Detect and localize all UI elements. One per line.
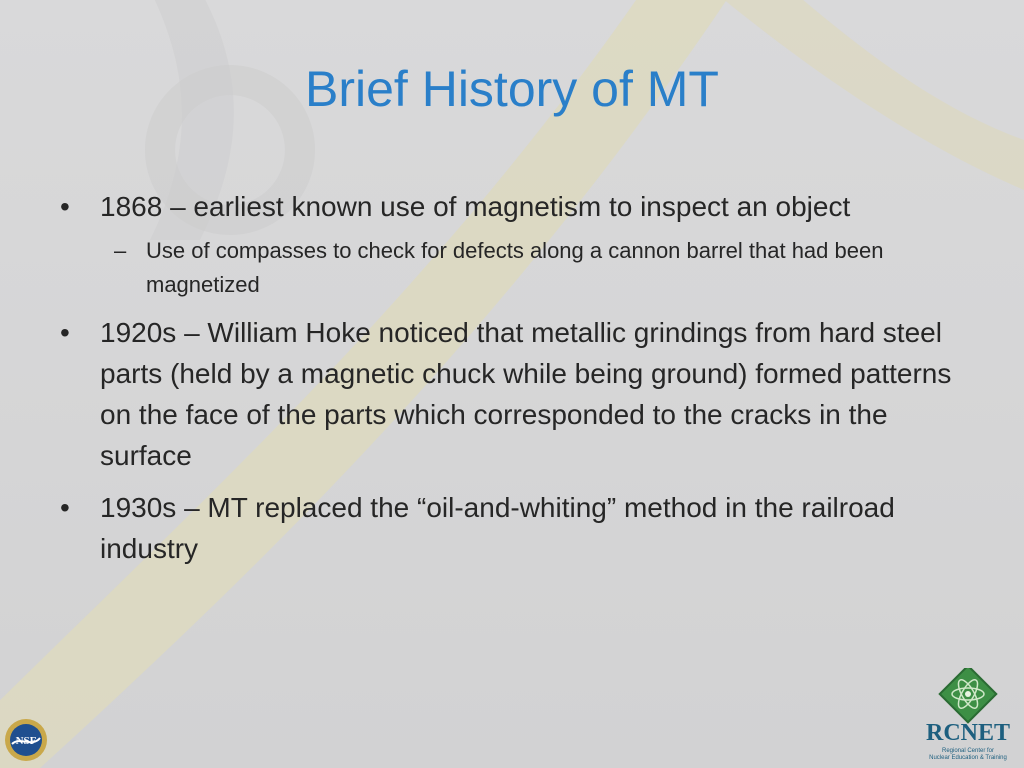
slide-title: Brief History of MT xyxy=(305,61,719,117)
sub-bullet-compasses xyxy=(60,234,960,302)
bullet-1868 xyxy=(60,186,960,227)
bullet-text: 1930s – MT replaced the “oil-and-whiting” method in the railroad industry xyxy=(100,492,895,564)
bullet-1920s xyxy=(60,312,960,476)
rcnet-name: RCNET xyxy=(925,720,1010,746)
rcnet-logo xyxy=(918,668,1018,768)
bullet-text: 1920s – William Hoke noticed that metallic grindings from hard steel parts (held by a magnetic chuck while being ground) formed patterns on the face of the parts which corresponded to the cracks in the surface xyxy=(100,317,952,471)
bullet-marker: • xyxy=(60,191,70,222)
rcnet-tagline-2: Nuclear Education & Training xyxy=(929,755,1007,761)
bullet-marker: • xyxy=(60,492,70,523)
rcnet-tagline xyxy=(918,748,1018,762)
nsf-logo-text: NSF xyxy=(15,735,37,747)
bullet-1930s xyxy=(60,487,960,569)
sub-bullet-marker: – xyxy=(114,238,127,263)
rcnet-emblem-icon xyxy=(918,668,1018,724)
rcnet-tagline-1: Regional Center for xyxy=(941,748,995,754)
slide-content xyxy=(60,186,960,580)
bullet-marker: • xyxy=(60,317,70,348)
bullet-text: 1868 – earliest known use of magnetism to inspect an object xyxy=(100,191,851,222)
sub-bullet-text: Use of compasses to check for defects along a cannon barrel that had been magnetized xyxy=(146,238,884,297)
nsf-logo xyxy=(4,718,48,762)
